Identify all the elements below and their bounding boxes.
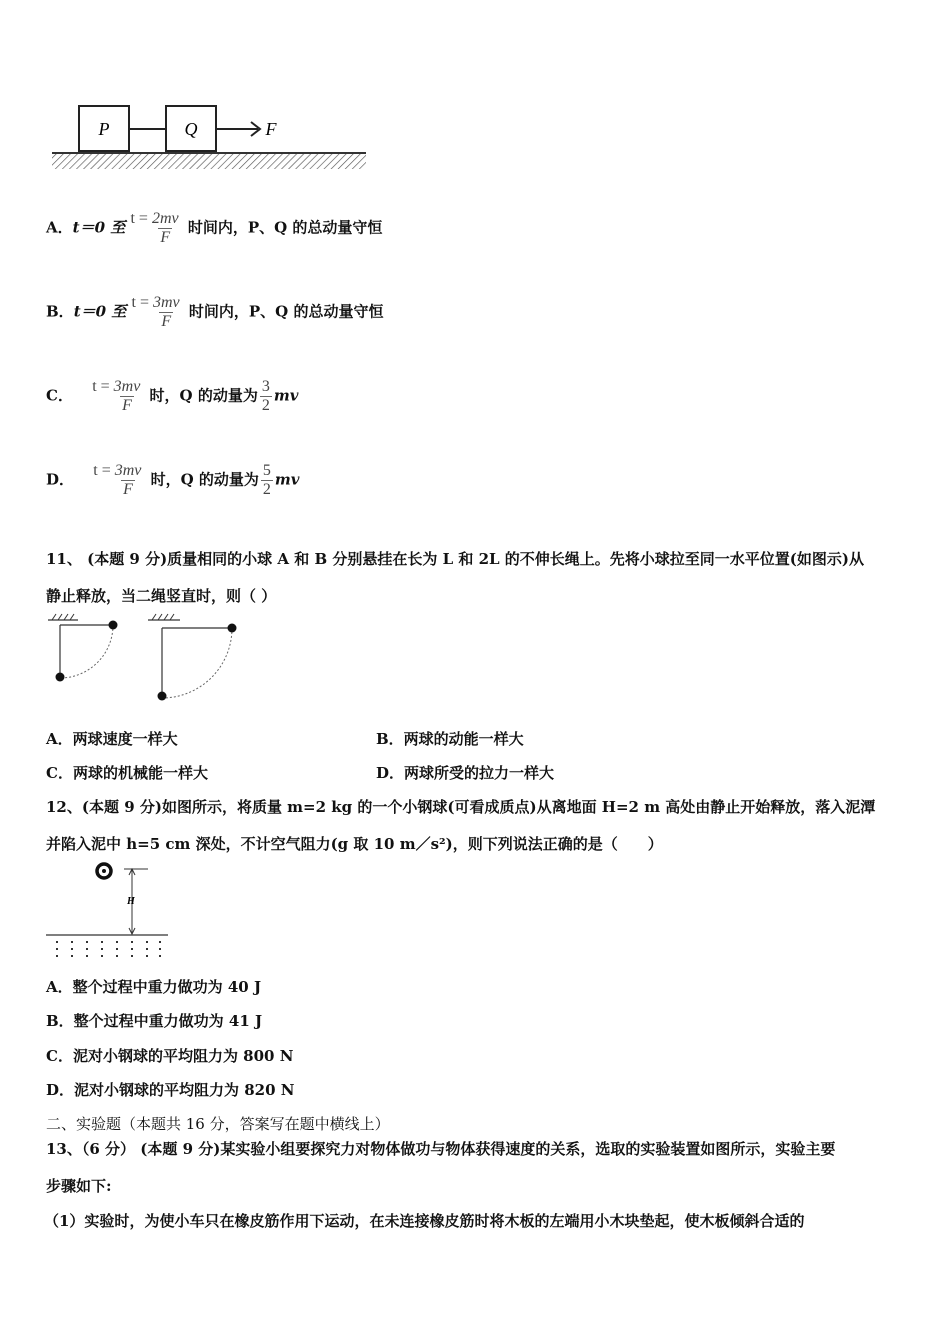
swing-path-short (60, 625, 113, 678)
fraction: $\frac{3mv}{F}$ (114, 462, 142, 498)
q12-stem-line2: 并陷入泥中 h=5 cm 深处，不计空气阻力(g 取 10 m／s²)，则下列说法正确的是（ ） (46, 835, 663, 853)
q11-stem-line1: 11、 (本题 9 分)质量相同的小球 A 和 B 分别悬挂在长为 L 和 2L 的不伸长绳上。先将小球拉至同一水平位置(如图示)从 (46, 550, 864, 568)
coefficient-fraction: $\frac{3}{2}$ (261, 378, 270, 414)
q10-option-d[interactable]: D． t = $\frac{3mv}{F}$ 时，Q 的动量为 $\frac{5}{2}$ mv (46, 461, 300, 498)
q12-option-b[interactable]: B．整个过程中重力做功为 41 J (46, 1012, 263, 1030)
q13-stem-line1: 13、（6 分） (本题 9 分)某实验小组要探究力对物体做功与物体获得速度的关系，选取的实验装置如图所示，实验主要 (46, 1140, 836, 1158)
falling-ball-figure (44, 860, 172, 964)
q10-option-a[interactable]: A．t＝0 至 t = $\frac{2mv}{F}$ 时间内，P、Q 的总动量守恒 (46, 209, 383, 246)
block-p-label: P (98, 119, 110, 139)
ground-hatch (52, 153, 366, 169)
q13-step-1: （1）实验时，为使小车只在橡皮筋作用下运动，在未连接橡皮筋时将木板的左端用小木块垫起，使木板倾斜合适的 (44, 1212, 805, 1230)
q11-stem-line2: 静止释放，当二绳竖直时，则（ ） (46, 587, 277, 605)
q11-option-c[interactable]: C．两球的机械能一样大 (46, 764, 208, 782)
ball-a-end (56, 673, 65, 682)
q11-option-a[interactable]: A．两球速度一样大 (46, 730, 178, 748)
mud-dots (56, 941, 161, 957)
fraction: $\frac{3mv}{F}$ (152, 294, 180, 330)
ball-b-start (228, 624, 237, 633)
height-label: H (127, 896, 135, 907)
pendulum-figure (44, 612, 254, 704)
ball-a-start (109, 621, 118, 630)
q11-option-d[interactable]: D．两球所受的拉力一样大 (376, 764, 555, 782)
ball-b-end (158, 692, 167, 701)
force-label: F (265, 119, 277, 139)
fraction: $\frac{3mv}{F}$ (113, 378, 141, 414)
coefficient-fraction: $\frac{5}{2}$ (262, 462, 271, 498)
swing-path-long (162, 628, 232, 698)
q10-option-c[interactable]: C． t = $\frac{3mv}{F}$ 时，Q 的动量为 $\frac{3}{2}$ mv (46, 377, 299, 414)
q10-option-b[interactable]: B．t＝0 至 t = $\frac{3mv}{F}$ 时间内，P、Q 的总动量守恒 (46, 293, 384, 330)
pq-blocks-figure (48, 98, 370, 174)
q11-option-b[interactable]: B．两球的动能一样大 (376, 730, 524, 748)
block-q-label: Q (184, 119, 198, 139)
q12-stem-line1: 12、(本题 9 分)如图所示，将质量 m=2 kg 的一个小钢球(可看成质点)从离地面 H=2 m 高处由静止开始释放，落入泥潭 (46, 798, 876, 816)
section-2-title: 二、实验题（本题共 16 分，答案写在题中横线上） (46, 1115, 390, 1133)
q12-option-c[interactable]: C．泥对小钢球的平均阻力为 800 N (46, 1047, 294, 1065)
q13-stem-line2: 步骤如下: (46, 1177, 112, 1195)
q12-option-a[interactable]: A．整个过程中重力做功为 40 J (46, 978, 262, 996)
q12-option-d[interactable]: D．泥对小钢球的平均阻力为 820 N (46, 1081, 295, 1099)
fraction: $\frac{2mv}{F}$ (151, 210, 179, 246)
